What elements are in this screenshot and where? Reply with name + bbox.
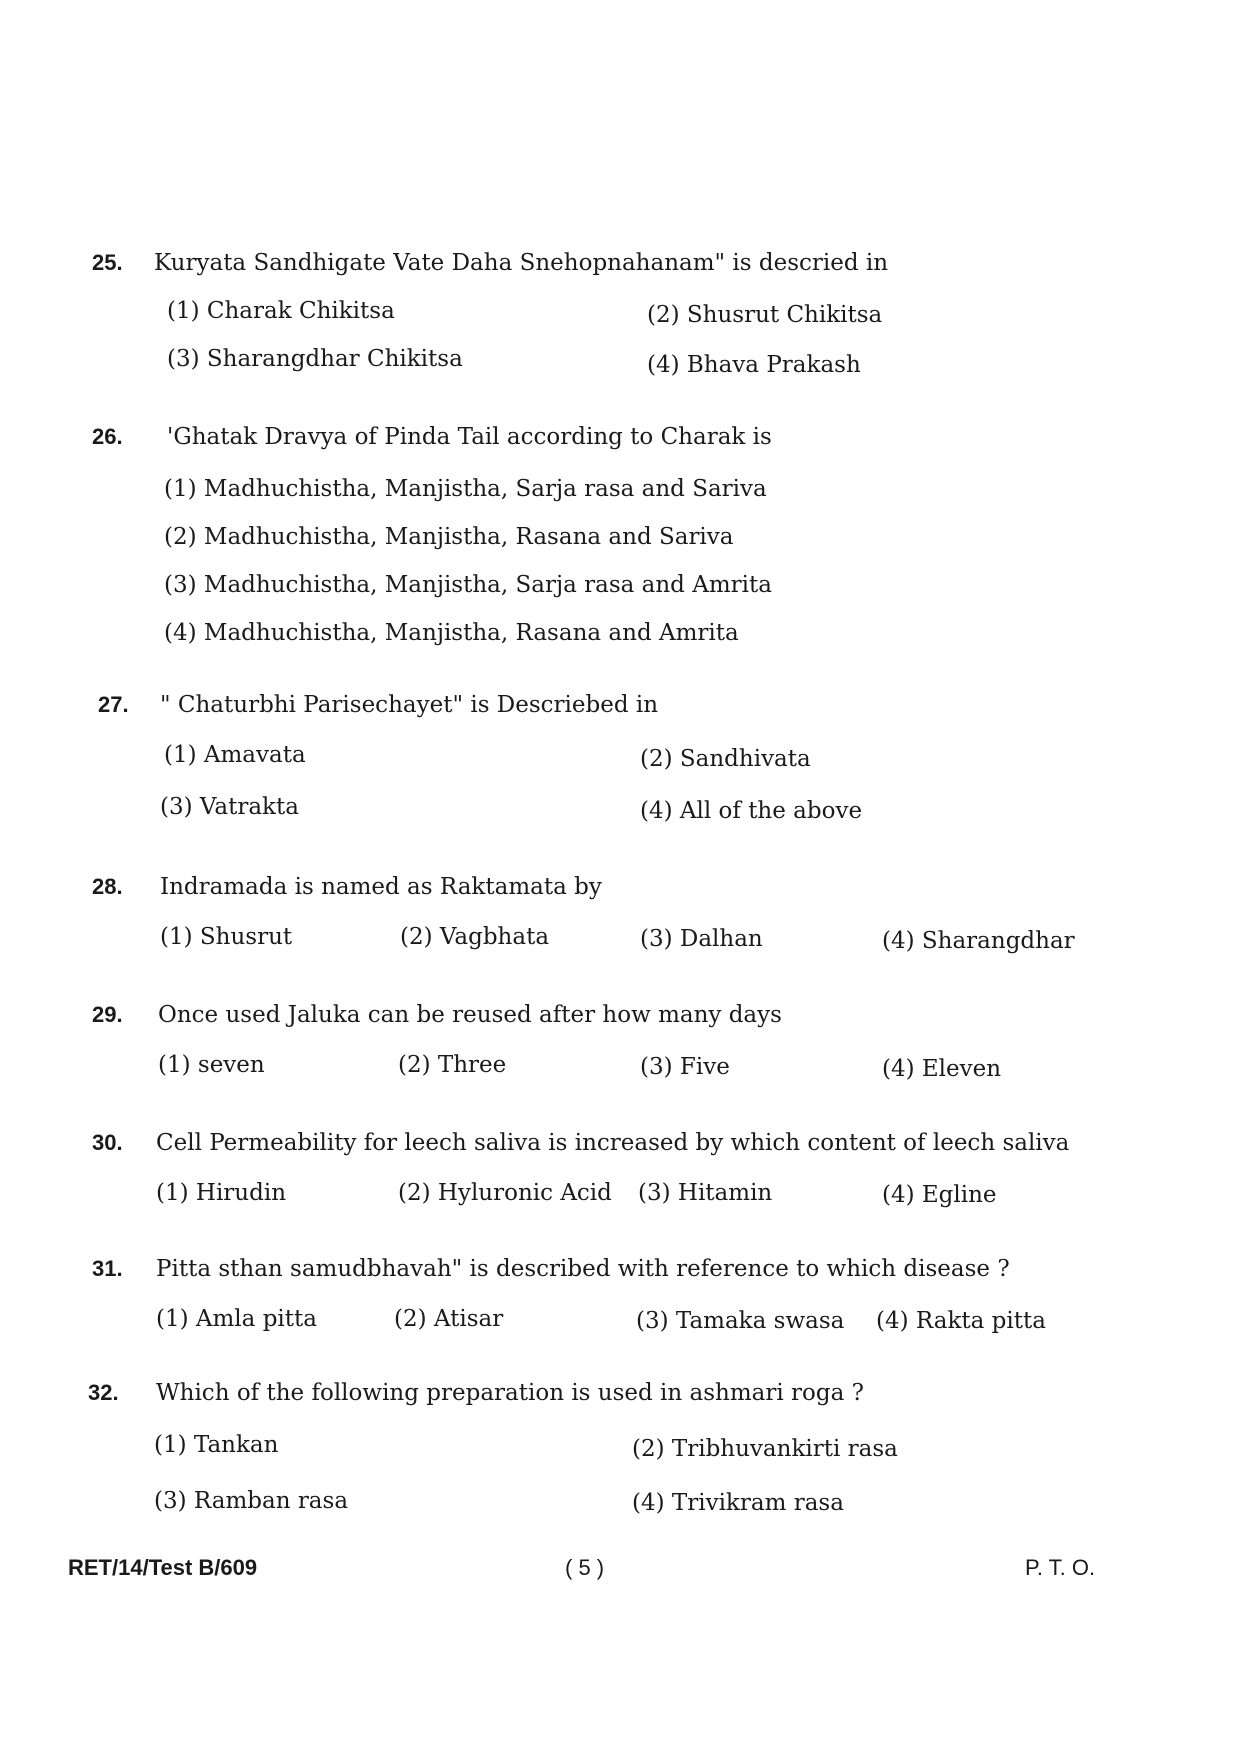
question-text: Which of the following preparation is used in ashmari roga ? xyxy=(156,1380,864,1406)
question-text: " Chaturbhi Parisechayet" is Descriebed in xyxy=(160,692,659,718)
question-text: Cell Permeability for leech saliva is increased by which content of leech saliva xyxy=(156,1130,1070,1156)
question-number: 25. xyxy=(92,250,123,275)
option-4: (4) All of the above xyxy=(640,798,863,824)
option-3: (3) Vatrakta xyxy=(160,794,299,820)
option-4: (4) Bhava Prakash xyxy=(647,352,861,378)
option-1: (1) Tankan xyxy=(154,1432,279,1458)
question-text: Once used Jaluka can be reused after how many days xyxy=(158,1002,782,1028)
question-number: 27. xyxy=(98,692,129,717)
question-text: Indramada is named as Raktamata by xyxy=(160,874,602,900)
option-2: (2) Madhuchistha, Manjistha, Rasana and Sariva xyxy=(164,524,734,550)
option-3: (3) Sharangdhar Chikitsa xyxy=(167,346,463,372)
question-number: 31. xyxy=(92,1256,123,1281)
option-3: (3) Five xyxy=(640,1054,730,1080)
question-text: Kuryata Sandhigate Vate Daha Snehopnahanam" is descried in xyxy=(154,250,889,276)
option-4: (4) Trivikram rasa xyxy=(632,1490,844,1516)
pto-label: P. T. O. xyxy=(1025,1555,1096,1580)
question-number: 29. xyxy=(92,1002,123,1027)
option-1: (1) Shusrut xyxy=(160,924,293,950)
option-2: (2) Shusrut Chikitsa xyxy=(647,302,883,328)
option-3: (3) Hitamin xyxy=(638,1180,773,1206)
option-3: (3) Ramban rasa xyxy=(154,1488,349,1514)
option-2: (2) Sandhivata xyxy=(640,746,811,772)
option-1: (1) Amavata xyxy=(164,742,306,768)
question-number: 30. xyxy=(92,1130,123,1155)
option-1: (1) Amla pitta xyxy=(156,1306,317,1332)
option-4: (4) Madhuchistha, Manjistha, Rasana and Amrita xyxy=(164,620,739,646)
option-4: (4) Rakta pitta xyxy=(876,1308,1046,1334)
page-number: ( 5 ) xyxy=(565,1555,605,1580)
option-2: (2) Vagbhata xyxy=(400,924,550,950)
option-2: (2) Hyluronic Acid xyxy=(398,1180,612,1206)
option-2: (2) Atisar xyxy=(394,1306,504,1332)
question-text: Pitta sthan samudbhavah" is described with reference to which disease ? xyxy=(156,1256,1010,1282)
option-3: (3) Tamaka swasa xyxy=(636,1308,845,1334)
test-code: RET/14/Test B/609 xyxy=(68,1555,258,1580)
question-number: 26. xyxy=(92,424,123,449)
question-number: 28. xyxy=(92,874,123,899)
question-number: 32. xyxy=(88,1380,119,1405)
option-1: (1) Madhuchistha, Manjistha, Sarja rasa and Sariva xyxy=(164,476,767,502)
option-1: (1) Charak Chikitsa xyxy=(167,298,395,324)
option-4: (4) Sharangdhar xyxy=(882,928,1075,954)
option-2: (2) Three xyxy=(398,1052,507,1078)
option-3: (3) Dalhan xyxy=(640,926,763,952)
option-3: (3) Madhuchistha, Manjistha, Sarja rasa and Amrita xyxy=(164,572,772,598)
option-1: (1) Hirudin xyxy=(156,1180,287,1206)
option-4: (4) Eleven xyxy=(882,1056,1002,1082)
option-4: (4) Egline xyxy=(882,1182,997,1208)
option-2: (2) Tribhuvankirti rasa xyxy=(632,1436,898,1462)
question-text: 'Ghatak Dravya of Pinda Tail according to Charak is xyxy=(167,424,772,450)
option-1: (1) seven xyxy=(158,1052,265,1078)
